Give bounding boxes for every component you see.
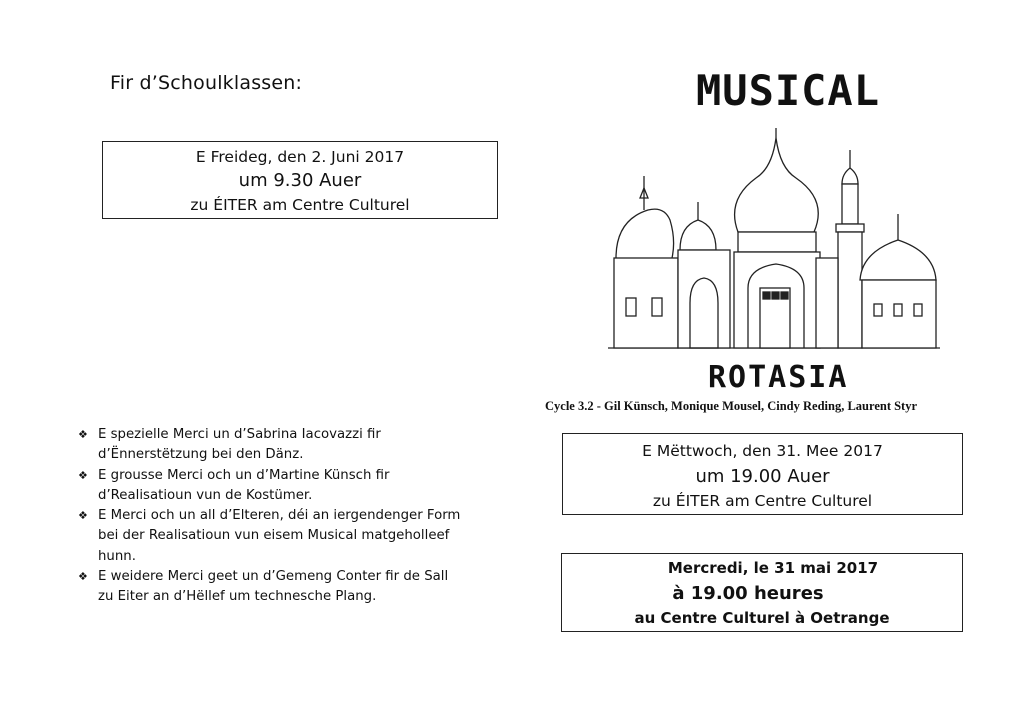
school-date: E Freideg, den 2. Juni 2017 <box>195 148 405 166</box>
thanks-list <box>74 425 514 608</box>
diamond-bullet-icon: ❖ <box>78 509 88 523</box>
public-venue-lb: zu ÉITER am Centre Culturel <box>652 492 873 510</box>
thanks-item <box>74 567 514 608</box>
thanks-line: E spezielle Merci un d’Sabrina Iacovazzi fir <box>98 427 381 442</box>
diamond-bullet-icon: ❖ <box>78 428 88 441</box>
thanks-line: E weidere Merci geet un d’Gemeng Conter fir de Sall <box>98 569 449 585</box>
thanks-item <box>74 506 514 567</box>
rotasia-title: ROTASIA <box>708 360 849 395</box>
school-classes-heading: Fir d’Schoulklassen: <box>110 72 303 94</box>
school-performance-box <box>102 141 498 219</box>
thanks-line: d’Realisatioun vun de Kostümer. <box>98 487 313 503</box>
credits-line: Cycle 3.2 - Gil Künsch, Monique Mousel, Cindy Reding, Laurent Styr <box>545 399 918 413</box>
diamond-bullet-icon: ❖ <box>78 570 88 584</box>
school-time: um 9.30 Auer <box>238 170 362 191</box>
thanks-line: hunn. <box>98 548 136 564</box>
thanks-item <box>74 466 514 507</box>
thanks-line: zu Eiter an d’Hëllef um technesche Plang. <box>98 589 377 605</box>
public-date-lb: E Mëttwoch, den 31. Mee 2017 <box>642 442 883 460</box>
public-time-lb: um 19.00 Auer <box>695 466 830 487</box>
thanks-line: E grousse Merci och un d’Martine Künsch fir <box>98 467 390 483</box>
musical-title: MUSICAL <box>696 66 881 115</box>
public-time-fr: à 19.00 heures <box>672 583 824 604</box>
school-venue: zu ÉITER am Centre Culturel <box>190 196 410 214</box>
thanks-line: E Merci och un all d’Elteren, déi an iergendenger Form <box>98 508 461 524</box>
diamond-bullet-icon: ❖ <box>78 468 88 482</box>
public-performance-box-fr <box>561 553 963 632</box>
public-performance-box-lb <box>562 433 963 515</box>
public-venue-fr: au Centre Culturel à Oetrange <box>634 609 890 627</box>
thanks-item <box>74 425 514 466</box>
thanks-line: d’Ënnerstëtzung bei den Dänz. <box>98 447 304 463</box>
public-date-fr: Mercredi, le 31 mai 2017 <box>667 559 879 577</box>
thanks-line: bei der Realisatioun vun eisem Musical matgeholleef <box>98 528 450 544</box>
palace-illustration <box>606 128 942 350</box>
